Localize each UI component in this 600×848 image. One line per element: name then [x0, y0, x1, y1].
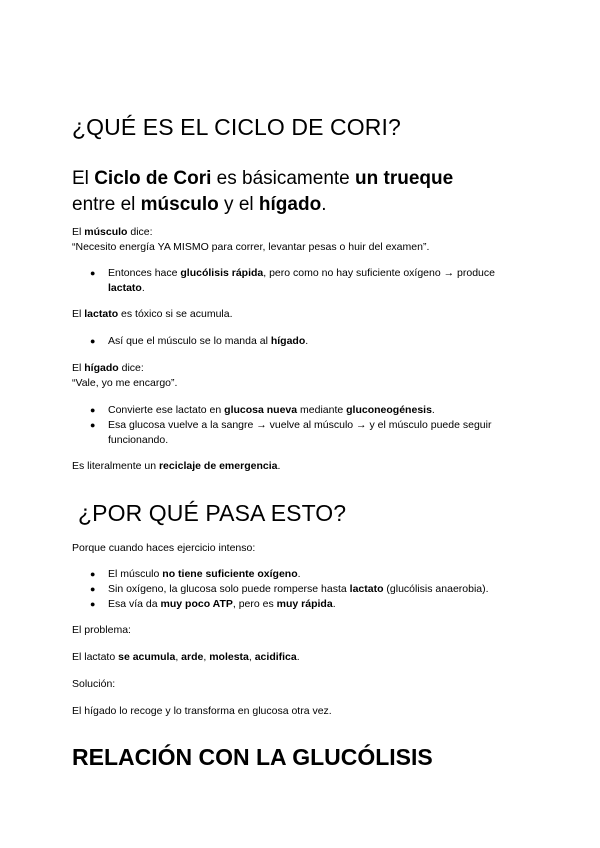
bullet-list-higado	[90, 334, 530, 349]
bullet-icon: ●	[90, 584, 96, 594]
heading-porque: ¿POR QUÉ PASA ESTO?	[78, 500, 347, 526]
porque-intro: Porque cuando haces ejercicio intenso:	[72, 542, 256, 554]
bullet-icon: ●	[90, 569, 96, 579]
musculo-quote: “Necesito energía YA MISMO para correr, levantar pesas o huir del examen”.	[72, 241, 430, 253]
problema-line: El lactato se acumula, arde, molesta, acidifica.	[72, 651, 300, 663]
subheading-cori	[72, 166, 542, 218]
bullet-list-porque	[90, 567, 530, 612]
heading-relacion: RELACIÓN CON LA GLUCÓLISIS	[72, 744, 433, 770]
list-item: ● Convierte ese lactato en glucosa nueva mediante gluconeogénesis.	[90, 404, 435, 416]
reciclaje-line: Es literalmente un reciclaje de emergencia.	[72, 460, 281, 472]
musculo-paragraph	[72, 225, 542, 255]
problema-label: El problema:	[72, 624, 131, 636]
musculo-intro: El músculo dice:	[72, 226, 153, 238]
bullet-list-gluconeogenesis	[90, 403, 530, 448]
higado-intro: El hígado dice:	[72, 362, 144, 374]
list-item: ● Esa glucosa vuelve a la sangre → vuelve al músculo → y el músculo puede seguir funcionando.	[90, 419, 492, 446]
solucion-label: Solución:	[72, 678, 116, 690]
list-item: ● Entonces hace glucólisis rápida, pero como no hay suficiente oxígeno → produce lactato.	[90, 267, 495, 294]
list-item: ● Sin oxígeno, la glucosa solo puede romperse hasta lactato (glucólisis anaerobia).	[90, 583, 489, 595]
bullet-icon: ●	[90, 336, 96, 346]
subheading-line-2: entre el músculo y el hígado.	[72, 194, 327, 215]
heading-cori: ¿QUÉ ES EL CICLO DE CORI?	[72, 114, 401, 140]
list-item: ● Así que el músculo se lo manda al hígado.	[90, 335, 309, 347]
bullet-icon: ●	[90, 405, 96, 415]
higado-paragraph	[72, 361, 542, 391]
solucion-line: El hígado lo recoge y lo transforma en glucosa otra vez.	[72, 705, 332, 717]
bullet-icon: ●	[90, 599, 96, 609]
list-item: ● El músculo no tiene suficiente oxígeno.	[90, 568, 301, 580]
higado-quote: “Vale, yo me encargo”.	[72, 377, 178, 389]
list-item: ● Esa vía da muy poco ATP, pero es muy rápida.	[90, 598, 336, 610]
bullet-icon: ●	[90, 268, 96, 278]
bullet-icon: ●	[90, 420, 96, 430]
lactato-line: El lactato es tóxico si se acumula.	[72, 308, 233, 320]
bullet-list-glucolisis	[90, 266, 530, 296]
subheading-line-1: El Ciclo de Cori es básicamente un trueque	[72, 168, 454, 189]
